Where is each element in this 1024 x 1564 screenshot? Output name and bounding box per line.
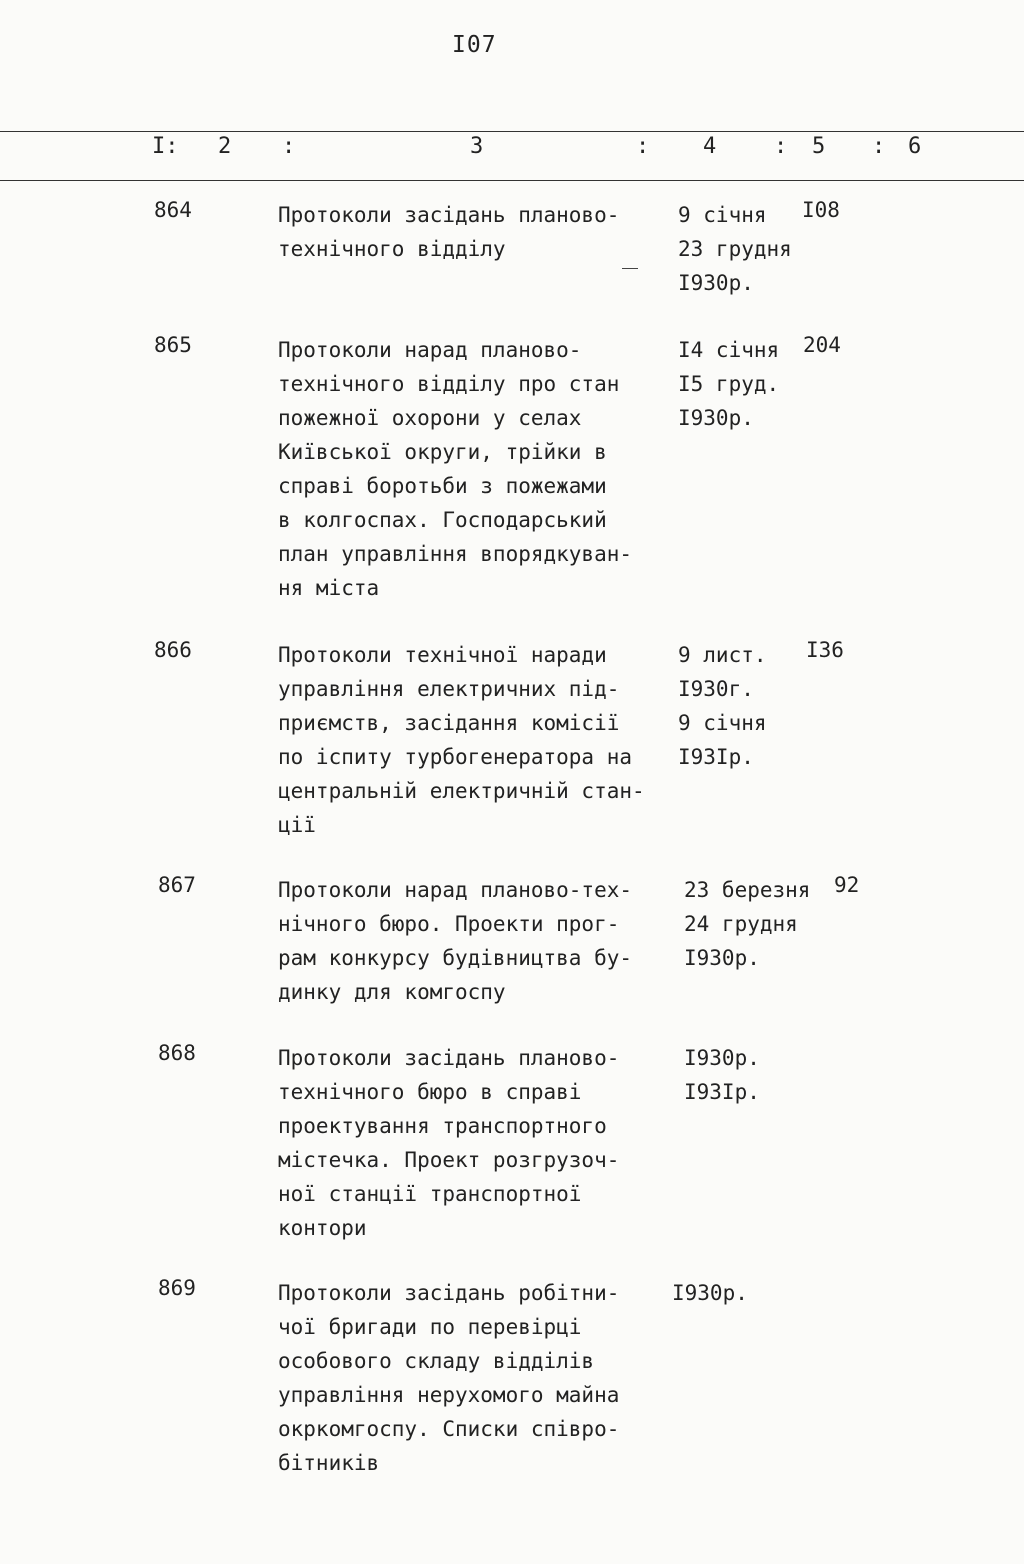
header-bottom-rule (0, 180, 1024, 181)
date-line: I93Iр. (684, 1080, 760, 1104)
description-line: управління електричних під- (278, 677, 620, 701)
entry-dates (678, 333, 779, 435)
entry-description (278, 198, 683, 266)
description-line: в колгоспах. Господарський (278, 508, 607, 532)
column-header-row (0, 134, 1024, 174)
date-line: 24 грудня (684, 912, 798, 936)
entry-number: 869 (158, 1276, 196, 1300)
description-line: Протоколи нарад планово-тех- (278, 878, 633, 902)
entry-dates (684, 873, 810, 975)
entry-sheet-count: I08 (802, 198, 840, 222)
description-line: технічного бюро в справі (278, 1080, 582, 1104)
column-header-4: 4 (703, 134, 717, 159)
column-header-5: 5 (812, 134, 826, 159)
description-line: бітників (278, 1451, 380, 1475)
date-line: I930г. (678, 677, 754, 701)
entry-dates (678, 638, 767, 774)
date-line: I93Iр. (678, 745, 754, 769)
description-line: пожежної охорони у селах (278, 406, 582, 430)
description-line: динку для комгоспу (278, 980, 506, 1004)
date-line: I930р. (678, 271, 754, 295)
entry-dates (684, 1041, 760, 1109)
entry-description (278, 333, 683, 605)
description-line: центральній електричній стан- (278, 779, 645, 803)
date-line: I930р. (672, 1281, 748, 1305)
description-line: Протоколи засідань планово- (278, 203, 620, 227)
column-separator: : (282, 134, 296, 159)
description-line: нічного бюро. Проекти прог- (278, 912, 620, 936)
entry-number: 867 (158, 873, 196, 897)
description-line: рам конкурсу будівництва бу- (278, 946, 633, 970)
entry-sheet-count: I36 (806, 638, 844, 662)
description-line: містечка. Проект розгрузоч- (278, 1148, 620, 1172)
date-line: I930р. (684, 1046, 760, 1070)
column-header-1: I: (152, 134, 179, 159)
description-line: проектування транспортного (278, 1114, 607, 1138)
entry-description (278, 1276, 683, 1480)
column-header-3: 3 (470, 134, 484, 159)
column-header-2: 2 (218, 134, 232, 159)
date-line: I930р. (678, 406, 754, 430)
entry-dates (678, 198, 792, 300)
description-line: Київської округи, трійки в (278, 440, 607, 464)
date-line: 9 січня (678, 711, 767, 735)
description-line: окркомгоспу. Списки співро- (278, 1417, 620, 1441)
date-line: 9 січня (678, 203, 767, 227)
date-line: I4 січня (678, 338, 780, 362)
description-line: Протоколи нарад планово- (278, 338, 582, 362)
description-line: Протоколи технічної наради (278, 643, 607, 667)
date-line: 9 лист. (678, 643, 767, 667)
entry-sheet-count: 204 (803, 333, 841, 357)
header-top-rule (0, 131, 1024, 132)
description-line: Протоколи засідань робітни- (278, 1281, 620, 1305)
entry-dates (672, 1276, 748, 1310)
description-line: контори (278, 1216, 367, 1240)
description-line: ції (278, 813, 316, 837)
date-line: 23 березня (684, 878, 811, 902)
description-line: технічного відділу про стан (278, 372, 620, 396)
column-separator: : (636, 134, 650, 159)
dash-mark (622, 268, 638, 269)
description-line: чої бригади по перевірці (278, 1315, 582, 1339)
description-line: управління нерухомого майна (278, 1383, 620, 1407)
entry-number: 864 (154, 198, 192, 222)
entry-description (278, 638, 683, 842)
entry-number: 866 (154, 638, 192, 662)
description-line: план управління впорядкуван- (278, 542, 633, 566)
column-separator: : (774, 134, 788, 159)
description-line: ної станції транспортної (278, 1182, 582, 1206)
description-line: особового складу відділів (278, 1349, 595, 1373)
description-line: технічного відділу (278, 237, 506, 261)
date-line: I5 груд. (678, 372, 780, 396)
entry-description (278, 873, 683, 1009)
entry-description (278, 1041, 683, 1245)
description-line: ня міста (278, 576, 380, 600)
description-line: справі боротьби з пожежами (278, 474, 607, 498)
entry-sheet-count: 92 (834, 873, 860, 897)
date-line: I930р. (684, 946, 760, 970)
page-number: I07 (452, 32, 497, 58)
description-line: по іспиту турбогенератора на (278, 745, 633, 769)
date-line: 23 грудня (678, 237, 792, 261)
column-header-6: 6 (908, 134, 922, 159)
column-separator: : (872, 134, 886, 159)
description-line: приємств, засідання комісії (278, 711, 620, 735)
description-line: Протоколи засідань планово- (278, 1046, 620, 1070)
entry-number: 868 (158, 1041, 196, 1065)
entry-number: 865 (154, 333, 192, 357)
